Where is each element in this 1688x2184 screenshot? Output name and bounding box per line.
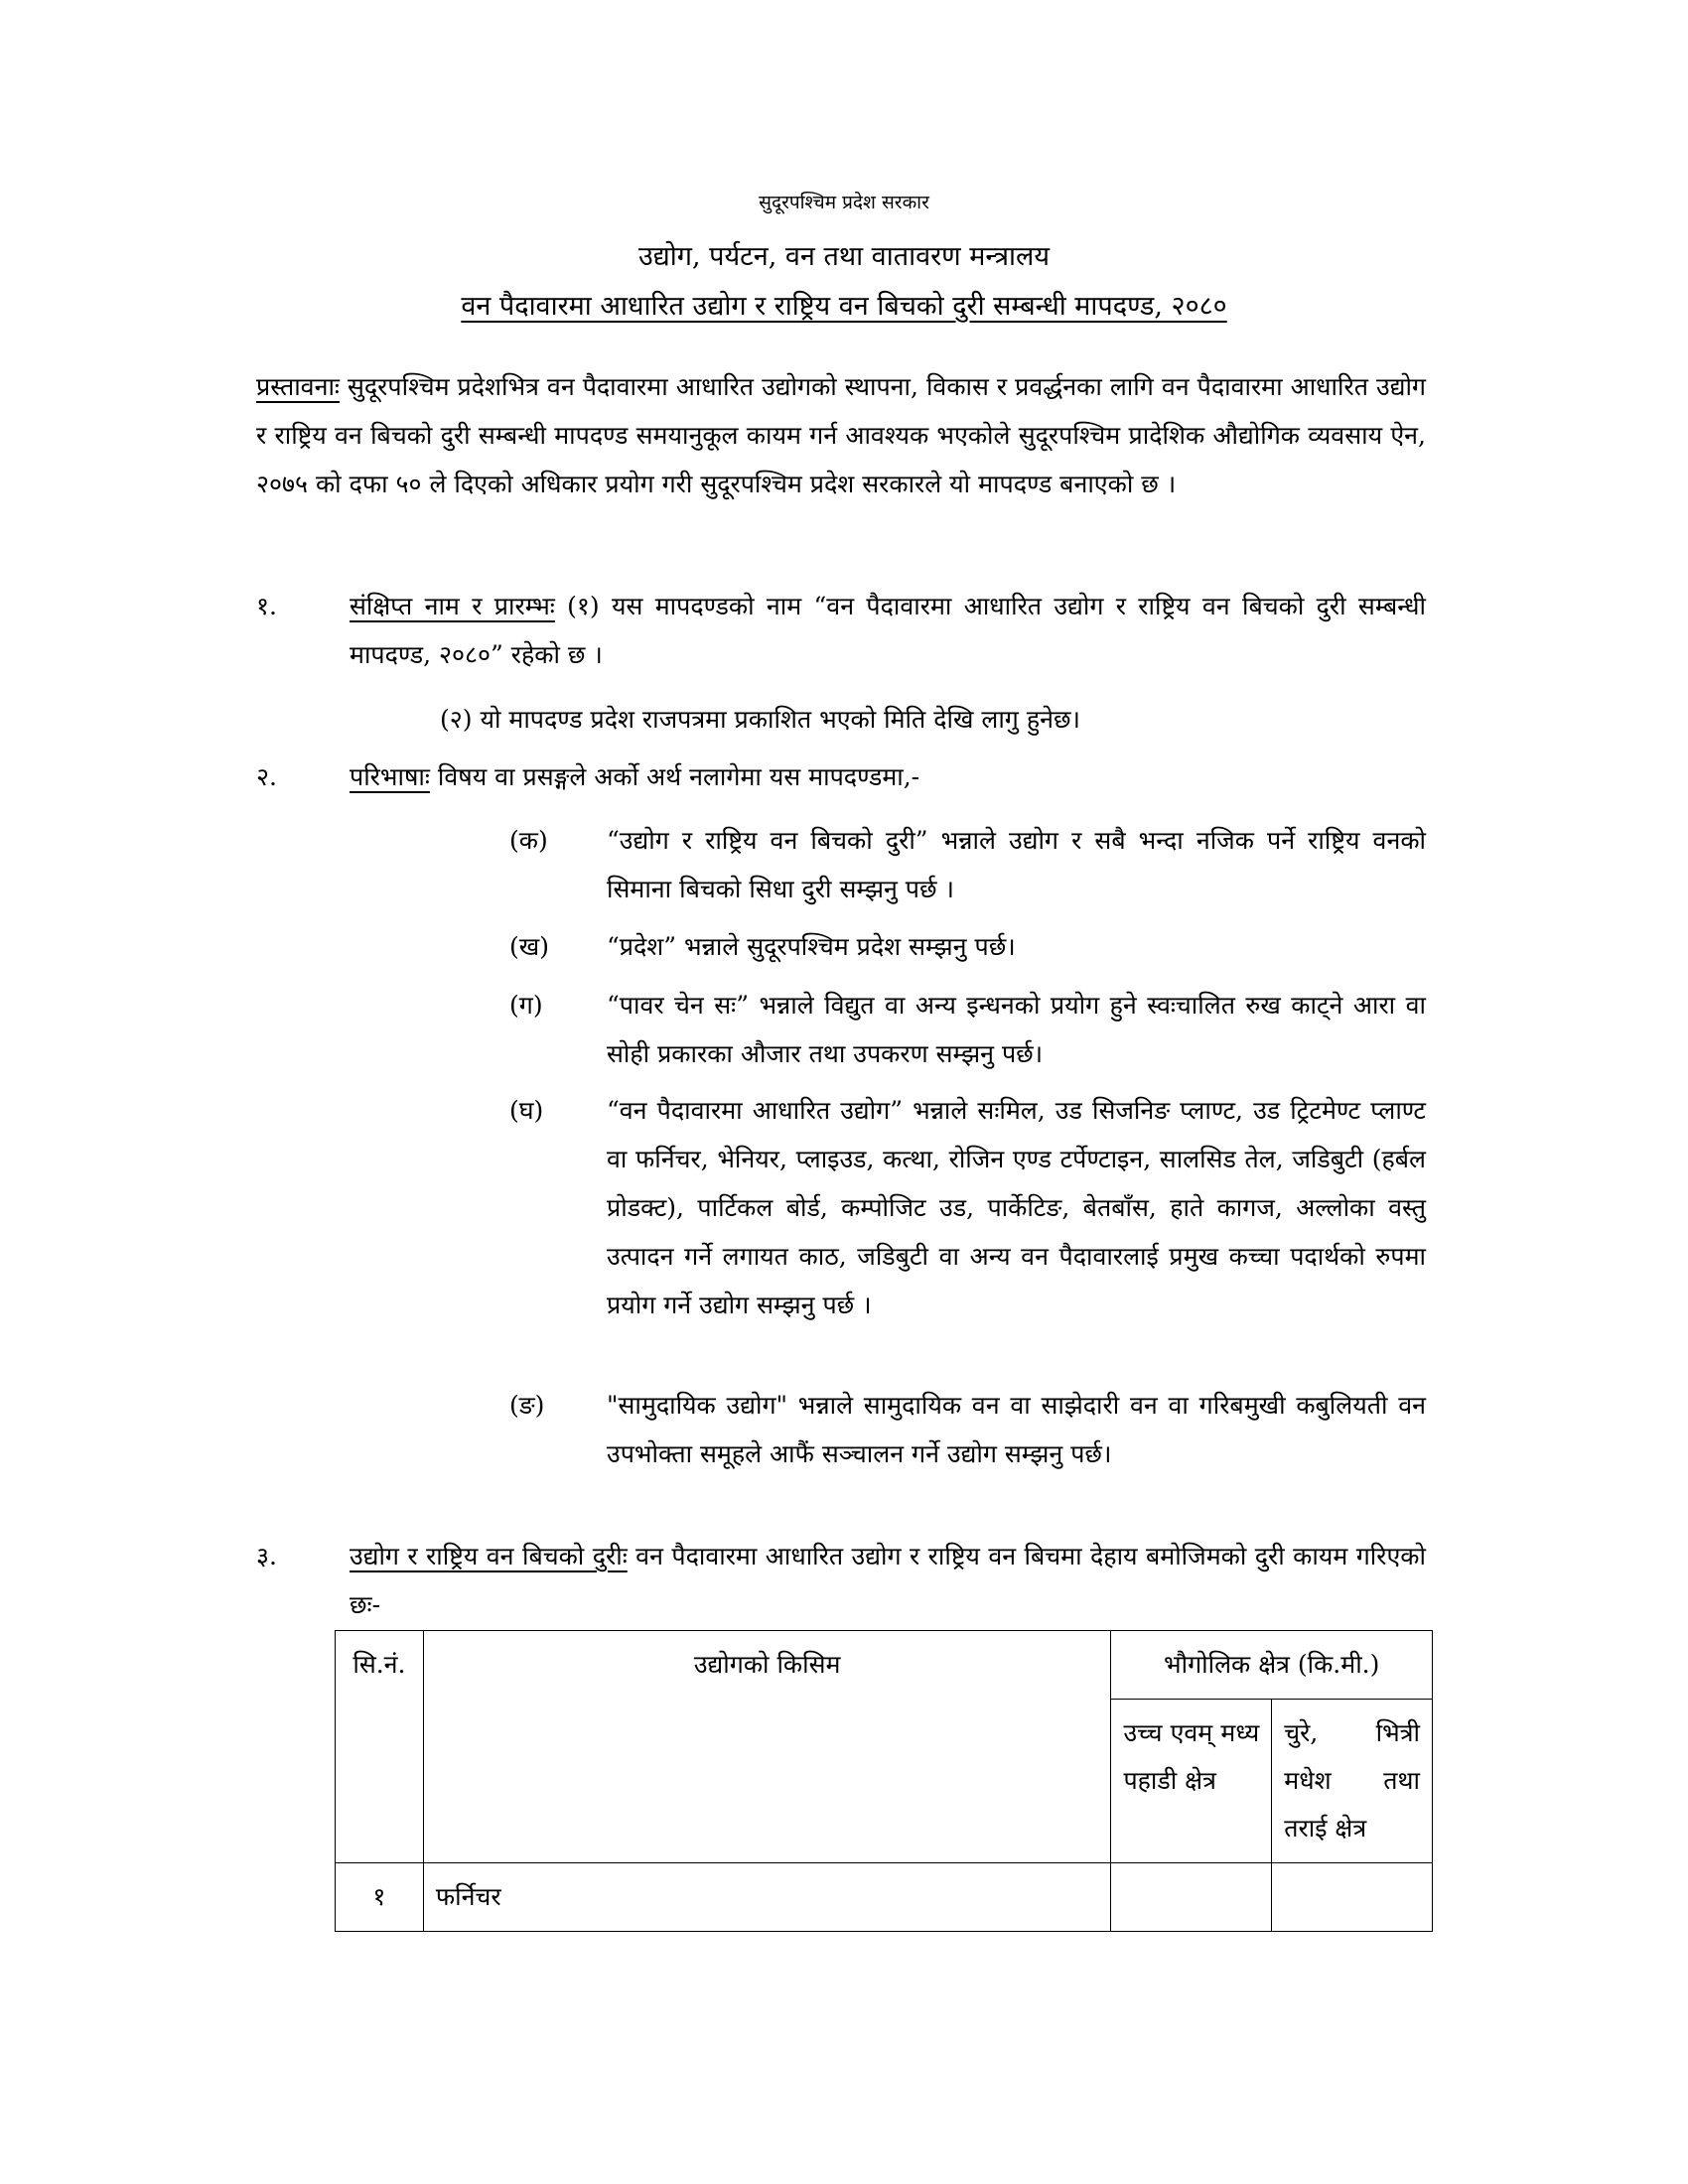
- government-name: सुदूरपश्चिम प्रदेश सरकार: [759, 192, 929, 213]
- section-1-subclause-2: (२) यो मापदण्ड प्रदेश राजपत्रमा प्रकाशित भएको मिति देखि लागु हुनेछ।: [440, 705, 1080, 734]
- preamble-text: सुदूरपश्चिम प्रदेशभित्र वन पैदावारमा आधारित उद्योगको स्थापना, विकास र प्रवर्द्धनका लागि वन पैदावारमा आधारित उद्योग र राष्ट्रिय वन बिचको दुरी सम्बन्धी मापदण्ड समयानुकूल कायम गर्न आवश्यक भएकोले सुदूरपश्चिम प्रादेशिक औद्योगिक व्यवसाय ऐन, २०७५ को दफा ५० ले दिएको अधिकार प्रयोग गरी सुदूरपश्चिम प्रदेश सरकारले यो मापदण्ड बनाएको छ ।: [256, 372, 1426, 498]
- distance-table: [335, 1630, 1433, 1932]
- document-title: [0, 286, 1688, 323]
- header-hill-region: उच्च एवम् मध्य पहाडी क्षेत्र: [1111, 1700, 1272, 1863]
- header-terai-region: चुरे, भित्री मधेश तथा तराई क्षेत्र: [1272, 1700, 1433, 1863]
- section-3: [350, 1532, 1426, 1629]
- row-terai-distance: [1272, 1863, 1433, 1932]
- definition-label: (ङ): [509, 1391, 545, 1420]
- section-2-number: २.: [256, 762, 277, 791]
- table-header-row: [336, 1631, 1433, 1700]
- section-1-number: १.: [256, 592, 277, 620]
- section-3-heading: उद्योग र राष्ट्रिय वन बिचको दुरीः: [350, 1542, 628, 1570]
- preamble-label: प्रस्तावनाः: [256, 372, 340, 401]
- row-industry-type: फर्निचर: [423, 1863, 1111, 1932]
- section-3-number: ३.: [256, 1542, 277, 1570]
- section-3-text: वन पैदावारमा आधारित उद्योग र राष्ट्रिय वन बिचमा देहाय बमोजिमको दुरी कायम गरिएको छः-: [350, 1542, 1426, 1619]
- document-title-text: वन पैदावारमा आधारित उद्योग र राष्ट्रिय वन बिचको दुरी सम्बन्धी मापदण्ड, २०८०: [461, 291, 1227, 322]
- header-industry-type: उद्योगको किसिम: [423, 1631, 1111, 1863]
- table-row: [336, 1863, 1433, 1932]
- definition-text: "सामुदायिक उद्योग" भन्नाले सामुदायिक वन वा साझेदारी वन वा गरिबमुखी कबुलियती वन उपभोक्ता समूहले आफैं सञ्चालन गर्ने उद्योग सम्झनु पर्छ।: [607, 1391, 1426, 1468]
- definition-text: “वन पैदावारमा आधारित उद्योग” भन्नाले सःमिल, उड सिजनिङ प्लाण्ट, उड ट्रिटमेण्ट प्लाण्ट वा फर्निचर, भेनियर, प्लाइउड, कत्था, रोजिन एण्ड टर्पेण्टाइन, सालसिड तेल, जडिबुटी (हर्बल प्रोडक्ट), पार्टिकल बोर्ड, कम्पोजिट उड, पार्केटिङ, बेतबाँस, हाते कागज, अल्लोका वस्तु उत्पादन गर्ने लगायत काठ, जडिबुटी वा अन्य वन पैदावारलाई प्रमुख कच्चा पदार्थको रुपमा प्रयोग गर्ने उद्योग सम्झनु पर्छ ।: [607, 1096, 1426, 1319]
- section-2: [350, 752, 1426, 801]
- definition-text: “उद्योग र राष्ट्रिय वन बिचको दुरी” भन्नाले उद्योग र सबै भन्दा नजिक पर्ने राष्ट्रिय वनको सिमाना बिचको सिधा दुरी सम्झनु पर्छ ।: [607, 826, 1426, 903]
- row-hill-distance: [1111, 1863, 1272, 1932]
- definition-label: (ग): [509, 991, 543, 1020]
- definition-text: “पावर चेन सः” भन्नाले विद्युत वा अन्य इन्धनको प्रयोग हुने स्वःचालित रुख काट्ने आरा वा सोही प्रकारका औजार तथा उपकरण सम्झनु पर्छ।: [607, 991, 1426, 1068]
- ministry-name: उद्योग, पर्यटन, वन तथा वातावरण मन्त्रालय: [637, 241, 1051, 272]
- section-1-heading: संक्षिप्त नाम र प्रारम्भः: [350, 592, 555, 620]
- section-2-text: विषय वा प्रसङ्गले अर्को अर्थ नलागेमा यस मापदण्डमा,-: [429, 762, 920, 791]
- row-serial-number: १: [336, 1863, 424, 1932]
- header-geographic-region: भौगोलिक क्षेत्र (कि.मी.): [1111, 1631, 1433, 1700]
- section-1: [350, 582, 1426, 679]
- definition-label: (क): [509, 826, 548, 855]
- section-2-heading: परिभाषाः: [350, 762, 430, 791]
- definition-text: “प्रदेश” भन्नाले सुदूरपश्चिम प्रदेश सम्झनु पर्छ।: [607, 932, 1016, 961]
- header-serial-number: सि.नं.: [336, 1631, 424, 1863]
- definition-label: (घ): [509, 1096, 544, 1125]
- preamble: [256, 362, 1426, 508]
- definition-label: (ख): [509, 932, 549, 961]
- section-1-text: (१) यस मापदण्डको नाम “वन पैदावारमा आधारित उद्योग र राष्ट्रिय वन बिचको दुरी सम्बन्धी मापदण्ड, २०८०” रहेको छ ।: [350, 592, 1427, 669]
